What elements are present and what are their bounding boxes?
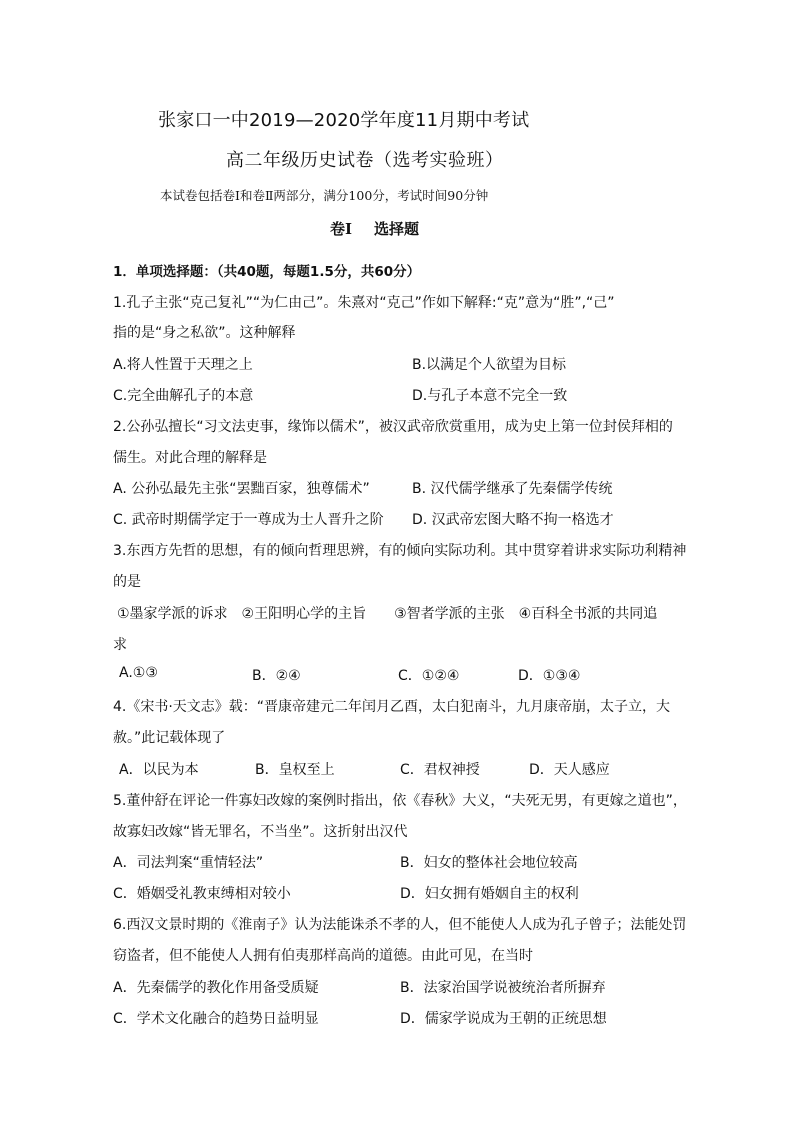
question-5-stem-line-2: 故寡妇改嫁“皆无罪名，不当坐”。这折射出汉代 <box>113 824 408 840</box>
question-6-option-b: B．法家治国学说被统治者所摒弃 <box>400 980 606 996</box>
question-2-option-c: C. 武帝时期儒学定于一尊成为士人晋升之阶 <box>113 512 384 528</box>
question-2-option-a: A. 公孙弘最先主张“罢黜百家，独尊儒术” <box>113 481 370 497</box>
question-5-option-a: A．司法判案“重情轻法” <box>113 855 264 871</box>
question-3-option-c: C．①②④ <box>398 668 460 684</box>
question-1-option-a: A.将人性置于天理之上 <box>113 357 253 373</box>
question-5-stem-line-1: 5.董仲舒在评论一件寡妇改嫁的案例时指出，依《春秋》大义，“夫死无男，有更嫁之道也”， <box>113 793 687 809</box>
question-2-option-b: B. 汉代儒学继承了先秦儒学传统 <box>412 481 613 497</box>
question-4-option-c: C．君权神授 <box>400 762 480 778</box>
section-number: 卷Ⅰ <box>330 220 353 238</box>
question-1-stem-line-1: 1.孔子主张“克己复礼”“为仁由己”。朱熹对“克己”作如下解释:“克”意为“胜”,“己” <box>113 295 615 311</box>
question-4-option-a: A．以民为本 <box>119 762 199 778</box>
part-heading: 1．单项选择题：（共40题，每题1.5分，共60分） <box>113 264 421 280</box>
question-4-option-d: D．天人感应 <box>529 762 610 778</box>
section-name: 选择题 <box>374 220 420 238</box>
question-3-stem-line-3: ①墨家学派的诉求 ②王阳明心学的主旨 ③智者学派的主张 ④百科全书派的共同追 <box>117 606 658 622</box>
question-4-option-b: B．皇权至上 <box>255 762 335 778</box>
question-3-option-a: A.①③ <box>119 665 158 681</box>
exam-intro: 本试卷包括卷Ⅰ和卷Ⅱ两部分，满分100分，考试时间90分钟 <box>160 188 489 203</box>
question-1-stem-line-2: 指的是“身之私欲”。这种解释 <box>113 325 296 341</box>
question-6-option-a: A．先秦儒学的教化作用备受质疑 <box>113 980 319 996</box>
exam-subtitle: 高二年级历史试卷（选考实验班） <box>226 150 504 171</box>
question-3-stem-line-4: 求 <box>113 637 127 653</box>
question-5-option-d: D．妇女拥有婚姻自主的权利 <box>400 886 579 902</box>
question-3-option-d: D．①③④ <box>518 668 581 684</box>
question-3-option-b: B．②④ <box>252 668 301 684</box>
question-1-option-b: B.以满足个人欲望为目标 <box>412 357 567 373</box>
question-6-stem-line-1: 6.西汉文景时期的《淮南子》认为法能诛杀不孝的人，但不能使人人成为孔子曾子；法能处罚 <box>113 917 687 933</box>
question-1-option-d: D.与孔子本意不完全一致 <box>412 388 568 404</box>
question-3-stem-line-2: 的是 <box>113 574 141 590</box>
section-heading <box>330 218 419 239</box>
question-2-option-d: D. 汉武帝宏图大略不拘一格选才 <box>412 512 614 528</box>
question-6-option-c: C．学术文化融合的趋势日益明显 <box>113 1011 319 1027</box>
question-5-option-b: B．妇女的整体社会地位较高 <box>400 855 578 871</box>
question-6-stem-line-2: 窃盗者，但不能使人人拥有伯夷那样高尚的道德。由此可见，在当时 <box>113 948 533 964</box>
question-5-option-c: C．婚姻受礼教束缚相对较小 <box>113 886 291 902</box>
question-6-option-d: D．儒家学说成为王朝的正统思想 <box>400 1011 607 1027</box>
question-4-stem-line-2: 赦。”此记载体现了 <box>113 730 226 746</box>
question-2-stem-line-2: 儒生。对此合理的解释是 <box>113 450 267 466</box>
question-1-option-c: C.完全曲解孔子的本意 <box>113 388 254 404</box>
exam-title: 张家口一中2019—2020学年度11月期中考试 <box>158 110 530 131</box>
question-4-stem-line-1: 4.《宋书·天文志》载：“晋康帝建元二年闰月乙酉，太白犯南斗，九月康帝崩，太子立，大 <box>113 699 671 715</box>
question-3-stem-line-1: 3.东西方先哲的思想，有的倾向哲理思辨，有的倾向实际功利。其中贯穿着讲求实际功利精神 <box>113 543 687 559</box>
question-2-stem-line-1: 2.公孙弘擅长“习文法吏事，缘饰以儒术”，被汉武帝欣赏重用，成为史上第一位封侯拜相的 <box>113 419 673 435</box>
